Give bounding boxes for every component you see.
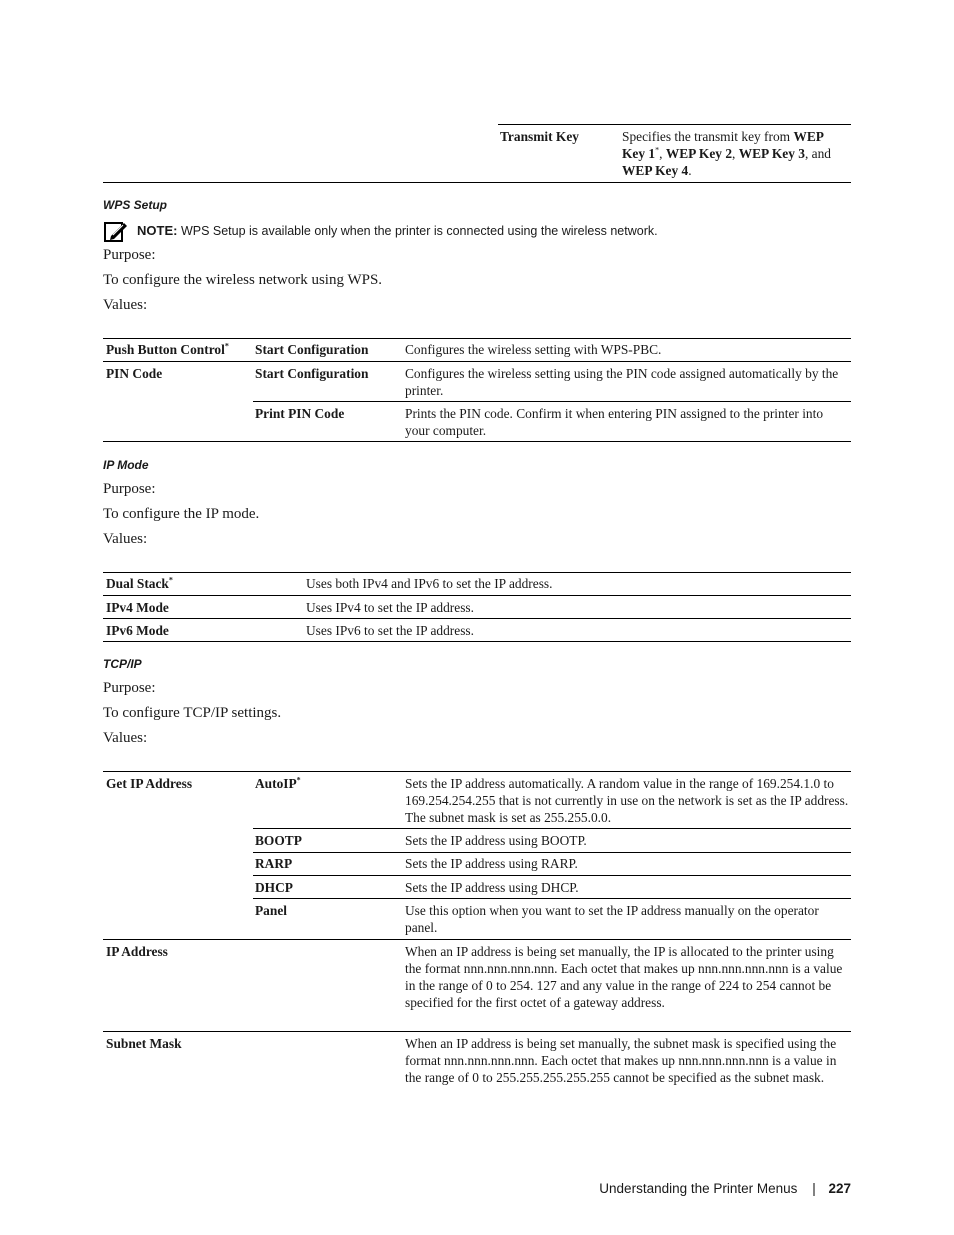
table-cell-desc: Uses IPv6 to set the IP address. [306, 623, 474, 638]
section-title-wps: WPS Setup [103, 198, 168, 212]
table-cell-option: Start Configuration [255, 366, 369, 381]
table-cell-option: Print PIN Code [255, 406, 345, 421]
purpose-label: Purpose: [103, 247, 156, 263]
table-rule [103, 182, 851, 183]
table-cell-desc: When an IP address is being set manually, the subnet mask is specified using the format nnn.nnn.nnn.nnn. Each octet that makes up nnn.nnn.nnn.nnn is a value in the range of 0 to 255.255.255.255.255 cannot be specified as the subnet mask. [405, 1036, 837, 1085]
table-cell-key: Transmit Key [500, 129, 579, 144]
table-cell-setting: PIN Code [106, 366, 163, 381]
purpose-label: Purpose: [103, 481, 156, 497]
table-rule [103, 618, 851, 619]
purpose-text: To configure the wireless network using WPS. [103, 272, 383, 288]
values-label: Values: [103, 297, 148, 313]
note-icon [104, 221, 128, 243]
table-rule [103, 572, 851, 573]
table-rule [253, 852, 851, 853]
table-rule [103, 361, 851, 362]
values-label: Values: [103, 531, 148, 547]
purpose-label: Purpose: [103, 680, 156, 696]
purpose-text: To configure the IP mode. [103, 506, 260, 522]
table-cell-setting: Get IP Address [106, 776, 193, 791]
purpose-text: To configure TCP/IP settings. [103, 705, 282, 721]
table-cell-option: RARP [255, 856, 293, 871]
section-title-ipmode: IP Mode [103, 458, 149, 472]
table-cell-desc: Sets the IP address automatically. A random value in the range of 169.254.1.0 to 169.254.254.255 that is not currently in use on the network is set as the IP address. The subnet mask is set as 255.255.0.0. [405, 776, 849, 825]
table-cell-desc: Prints the PIN code. Confirm it when entering PIN assigned to the printer into your computer. [405, 406, 824, 438]
table-cell-desc: Use this option when you want to set the IP address manually on the operator panel. [405, 903, 819, 935]
table-cell-option: DHCP [255, 880, 293, 895]
table-cell-desc: Sets the IP address using DHCP. [405, 880, 579, 895]
table-cell-option: Panel [255, 903, 287, 918]
table-rule [103, 441, 851, 442]
table-cell-setting: IPv6 Mode [106, 623, 169, 638]
table-rule [103, 595, 851, 596]
table-rule [103, 338, 851, 339]
table-cell-setting: IP Address [106, 944, 168, 959]
table-cell-desc: Sets the IP address using RARP. [405, 856, 578, 871]
table-rule [253, 898, 851, 899]
table-cell-option: AutoIP* [255, 775, 301, 791]
table-cell-option: BOOTP [255, 833, 302, 848]
table-rule [253, 401, 851, 402]
table-cell-option: Start Configuration [255, 342, 369, 357]
table-cell-desc: Configures the wireless setting with WPS-PBC. [405, 342, 662, 357]
section-title-tcpip: TCP/IP [103, 657, 142, 671]
table-rule [498, 124, 851, 125]
table-cell-desc: Uses IPv4 to set the IP address. [306, 600, 474, 615]
footer-separator: | [812, 1181, 816, 1196]
values-label: Values: [103, 730, 148, 746]
table-rule [103, 771, 851, 772]
table-cell-desc: When an IP address is being set manually, the IP is allocated to the printer using the format nnn.nnn.nnn.nnn. Each octet that makes up nnn.nnn.nnn.nnn is a value in the range of 0 to 254. 127 and any value in the range of 224 to 254 cannot be specified for the first octet of a gateway address. [405, 944, 843, 1010]
table-cell-desc: Configures the wireless setting using the PIN code assigned automatically by the printer. [405, 366, 839, 398]
table-cell-desc: Specifies the transmit key from WEP Key 1*, WEP Key 2, WEP Key 3, and WEP Key 4. [622, 129, 831, 178]
table-cell-desc: Uses both IPv4 and IPv6 to set the IP address. [306, 576, 553, 591]
table-cell-setting: Dual Stack* [106, 575, 173, 591]
table-cell-setting: IPv4 Mode [106, 600, 169, 615]
page-number: 227 [828, 1181, 851, 1196]
table-cell-setting: Subnet Mask [106, 1036, 182, 1051]
table-rule [253, 875, 851, 876]
note-text: NOTE: WPS Setup is available only when the printer is connected using the wireless network. [137, 223, 658, 238]
table-cell-setting: Push Button Control* [106, 341, 229, 357]
footer-section: Understanding the Printer Menus [599, 1181, 798, 1196]
table-cell-desc: Sets the IP address using BOOTP. [405, 833, 587, 848]
page-footer [599, 1181, 851, 1196]
table-rule [103, 641, 851, 642]
table-rule [103, 939, 851, 940]
table-rule [253, 828, 851, 829]
table-rule [103, 1031, 851, 1032]
